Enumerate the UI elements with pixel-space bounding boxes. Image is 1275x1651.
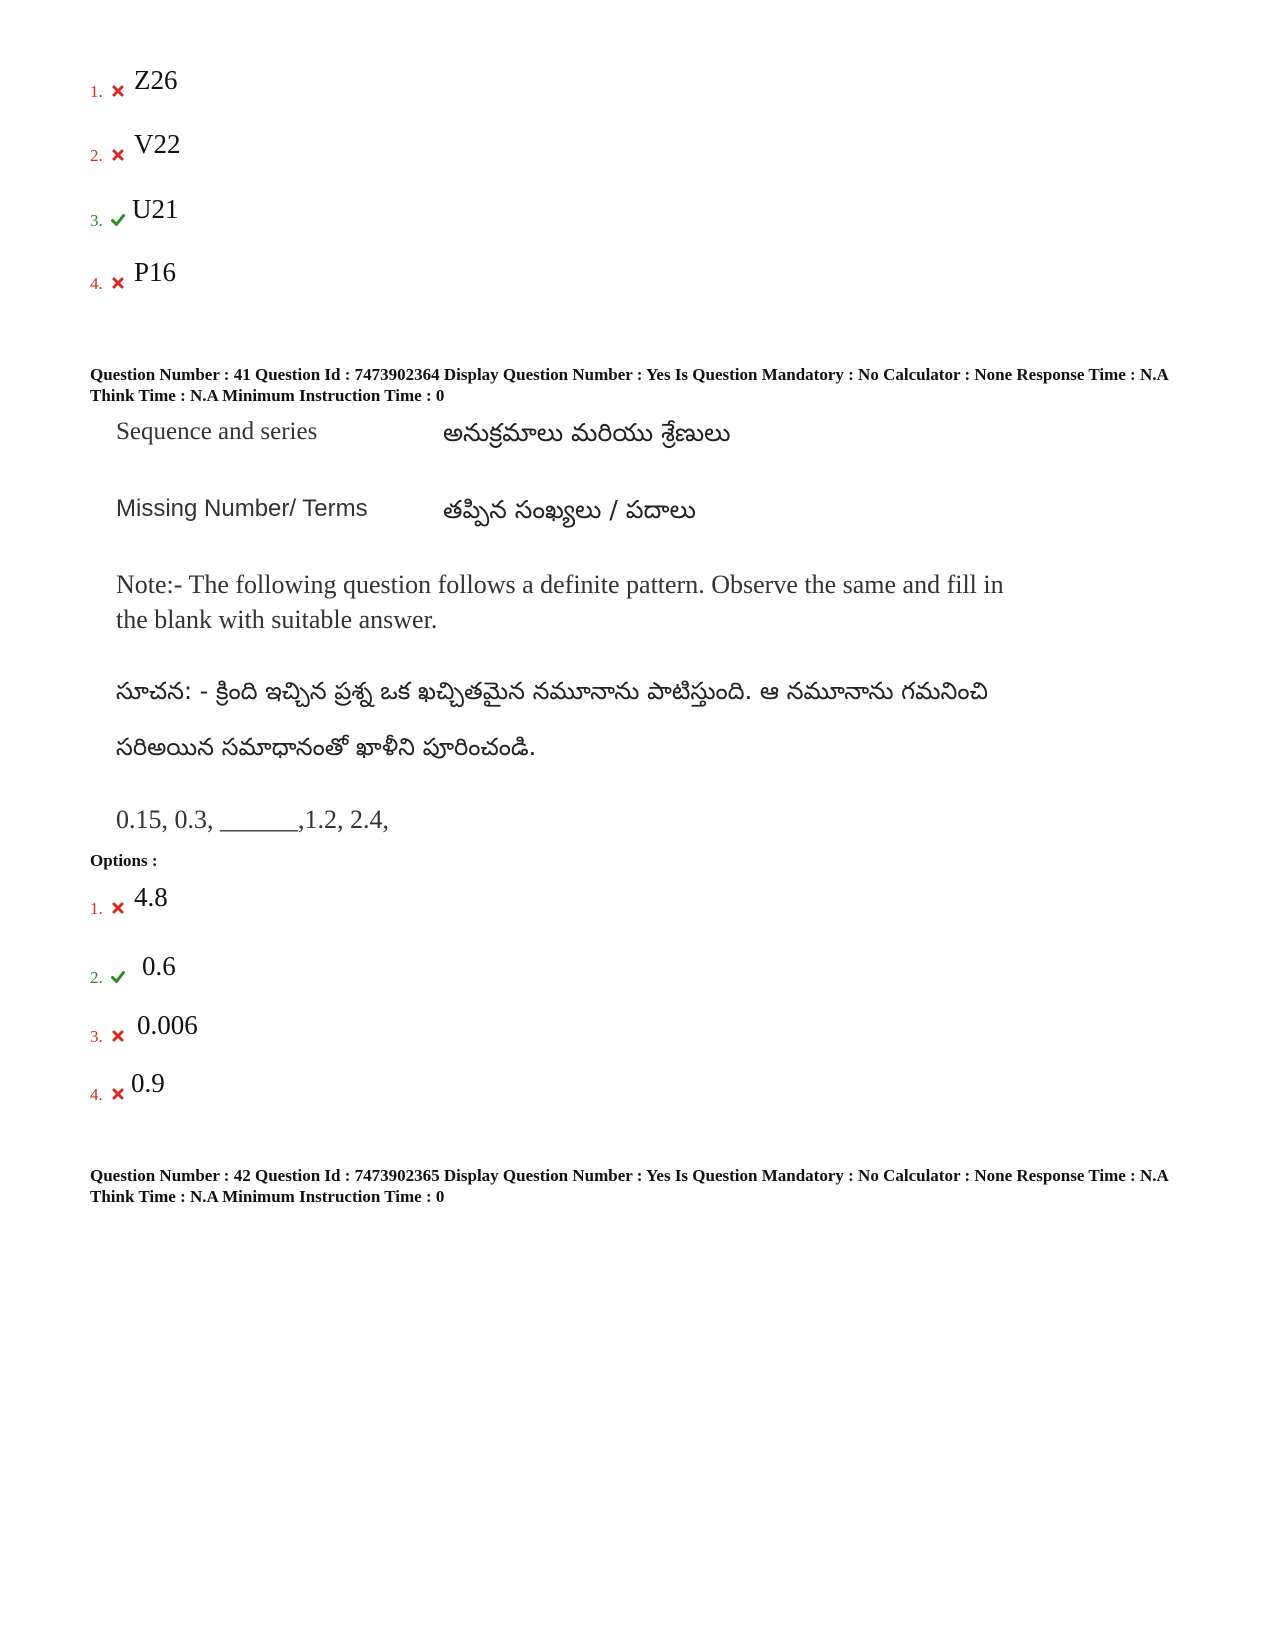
note-english: Note:- The following question follows a definite pattern. Observe the same and fill in the blank with suitable answer. [116, 570, 1004, 634]
option-value: V22 [134, 129, 181, 159]
option-number: 1. [90, 82, 103, 101]
topic-english: Missing Number/ Terms [116, 495, 368, 522]
cross-icon [111, 1029, 125, 1043]
sequence-text: 0.15, 0.3, ______,1.2, 2.4, [116, 805, 389, 834]
option-number: 2. [90, 968, 103, 987]
note-telugu: సూచన: - క్రింది ఇచ్చిన ప్రశ్న ఒక ఖచ్చితమైన నమూనాను పాటిస్తుంది. ఆ నమూనాను గమనించి సరిఅయిన సమాధానంతో ఖాళీని పూరించండి. [116, 677, 988, 761]
option-number: 3. [90, 211, 103, 230]
option-value: 0.9 [131, 1068, 165, 1098]
option-value: Z26 [134, 65, 178, 95]
option-value: U21 [132, 194, 179, 224]
cross-icon [111, 901, 125, 915]
cross-icon [111, 1087, 125, 1101]
option-value: 0.006 [137, 1010, 198, 1040]
option-number: 4. [90, 274, 103, 293]
question-meta: Question Number : 42 Question Id : 7473902365 Display Question Number : Yes Is Question Mandatory : No Calculator : None Response Time : N.A Think Time : N.A Minimum Instruction Time : 0 [90, 1166, 1168, 1206]
option-number: 3. [90, 1027, 103, 1046]
cross-icon [111, 276, 125, 290]
cross-icon [111, 84, 125, 98]
option-value: P16 [134, 257, 177, 287]
check-icon [111, 970, 125, 984]
check-icon [111, 213, 125, 227]
option-number: 4. [90, 1085, 103, 1104]
option-number: 2. [90, 146, 103, 165]
subject-telugu: అనుక్రమాలు మరియు శ్రేణులు [443, 418, 731, 447]
topic-telugu: తప్పిన సంఖ్యలు / పదాలు [443, 495, 696, 524]
cross-icon [111, 148, 125, 162]
option-value: 0.6 [142, 951, 176, 981]
subject-english: Sequence and series [116, 418, 318, 445]
option-number: 1. [90, 899, 103, 918]
question-meta: Question Number : 41 Question Id : 7473902364 Display Question Number : Yes Is Question Mandatory : No Calculator : None Response Time : N.A Think Time : N.A Minimum Instruction Time : 0 [90, 365, 1168, 405]
options-label: Options : [90, 851, 158, 870]
option-value: 4.8 [134, 882, 168, 912]
